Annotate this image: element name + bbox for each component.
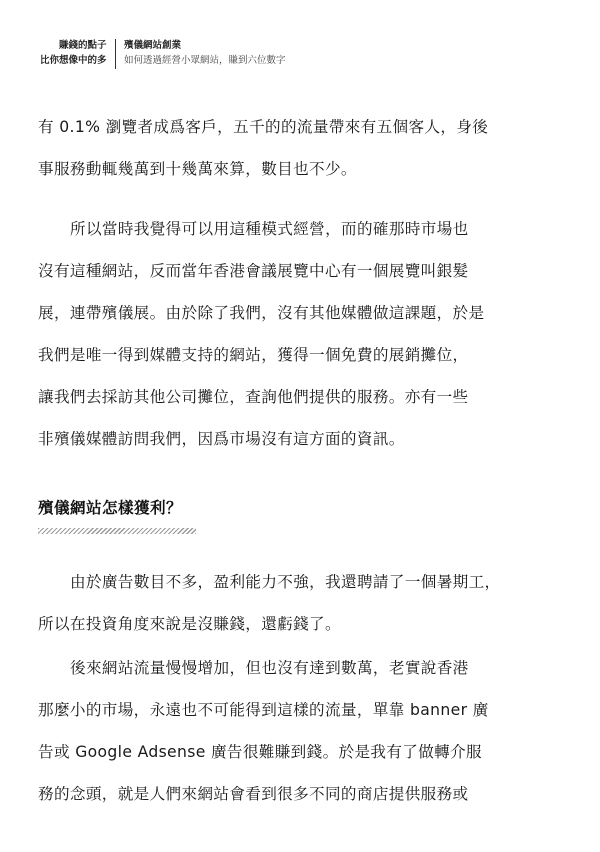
paragraph (38, 561, 528, 645)
text-line: 由於廣告數目不多，盈利能力不強，我還聘請了一個暑期工， (70, 573, 501, 591)
paragraph (38, 647, 528, 815)
text-line: 務的念頭，就是人們來網站會看到很多不同的商店提供服務或 (38, 785, 469, 803)
text-line: 所以當時我覺得可以用這種模式經營，而的確那時市場也 (70, 220, 469, 238)
heading-underline (38, 528, 196, 534)
text-line: 有 0.1% 瀏覽者成爲客戶，五千的的流量帶來有五個客人，身後 (38, 118, 489, 136)
text-line: 展，連帶殯儀展。由於除了我們，沒有其他媒體做這課題，於是 (38, 304, 485, 322)
text-line: 那麼小的市場，永遠也不可能得到這樣的流量，單靠 banner 廣 (38, 701, 489, 719)
running-header (40, 36, 286, 69)
body-text-top (38, 106, 528, 460)
chapter-info (116, 38, 286, 68)
book-title (40, 38, 115, 68)
text-line: 我們是唯一得到媒體支持的網站，獲得一個免費的展銷攤位， (38, 346, 469, 364)
paragraph (38, 208, 528, 460)
text-line: 非殯儀媒體訪問我們，因爲市場沒有這方面的資訊。 (38, 430, 405, 448)
text-line: 後來網站流量慢慢增加，但也沒有達到數萬，老實說香港 (70, 659, 469, 677)
book-title-line-1: 賺錢的點子 (59, 40, 107, 51)
chapter-title: 殯儀網站創業 (124, 40, 182, 51)
book-title-line-2: 比你想像中的多 (40, 55, 107, 66)
chapter-subtitle: 如何透過經營小眾網站，賺到六位數字 (124, 55, 286, 66)
paragraph (38, 106, 528, 190)
section-heading: 殯儀網站怎樣獲利？ (38, 499, 182, 517)
text-line: 讓我們去採訪其他公司攤位，查詢他們提供的服務。亦有一些 (38, 388, 469, 406)
text-line: 沒有這種網站，反而當年香港會議展覽中心有一個展覽叫銀髮 (38, 262, 469, 280)
body-text-bottom (38, 561, 528, 815)
text-line: 事服務動輒幾萬到十幾萬來算，數目也不少。 (38, 160, 357, 178)
text-line: 所以在投資角度來說是沒賺錢，還虧錢了。 (38, 615, 341, 633)
text-line: 告或 Google Adsense 廣告很難賺到錢。於是我有了做轉介服 (38, 743, 483, 761)
